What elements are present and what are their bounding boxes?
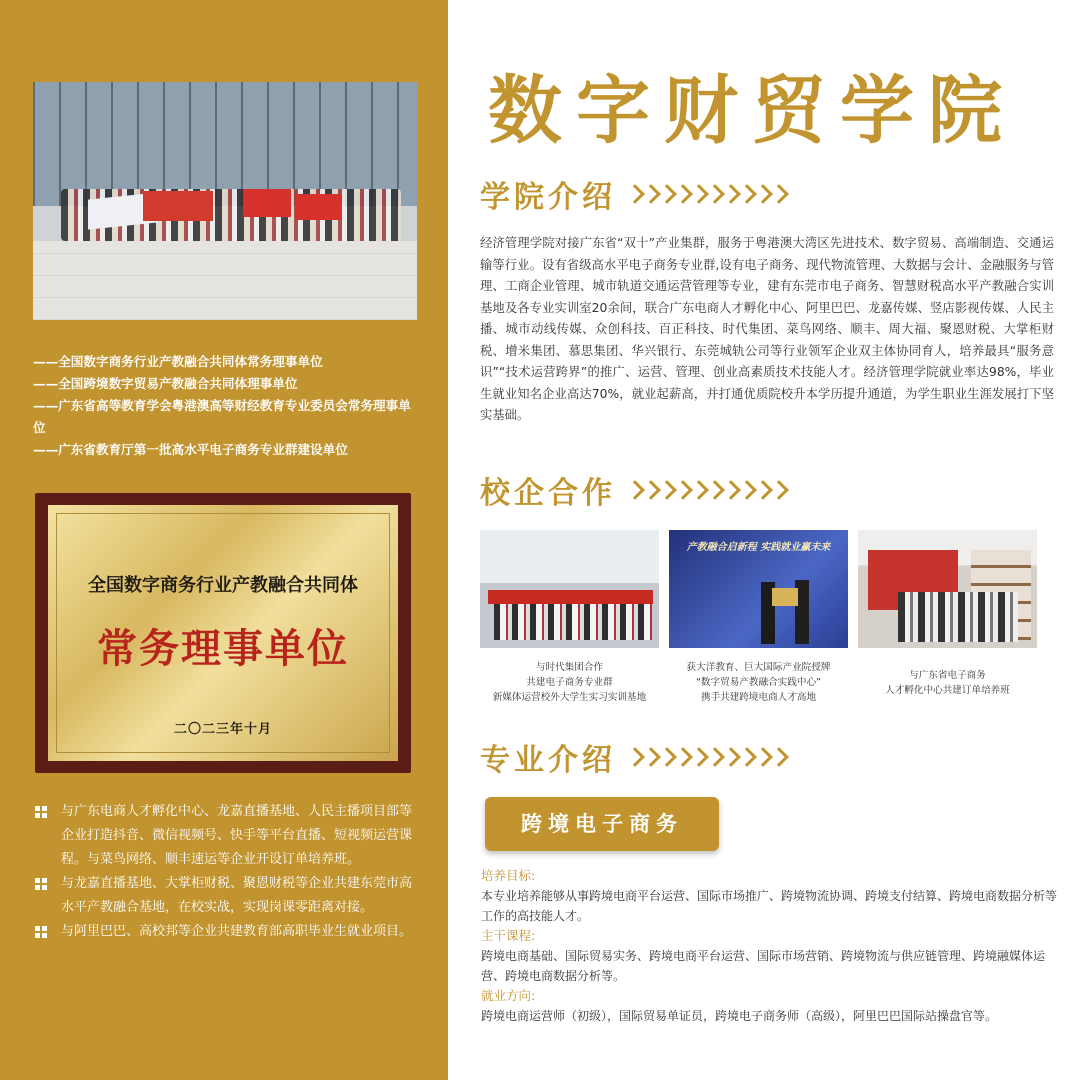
page-title: 数字财贸学院 bbox=[488, 68, 1016, 154]
goal-label: 培养目标: bbox=[481, 868, 536, 883]
bullet-item: 与龙嘉直播基地、大掌柜财税、聚恩财税等企业共建东莞市高水平产教融合基地，在校实战，实现岗课零距离对接。 bbox=[33, 872, 415, 920]
coop-photo-2: 产教融合启新程 实践就业赢未来 bbox=[669, 530, 848, 648]
college-intro-text: 经济管理学院对接广东省“双十”产业集群，服务于粤港澳大湾区先进技术、数字贸易、高端制造、交通运输等行业。设有省级高水平电子商务专业群,设有电子商务、现代物流管理、大数据与会计、金融服务与管理、工商企业管理、城市轨道交通运营管理等专业，建有东莞市电子商务、智慧财税高水平产教融合实训基地及各专业实训室20余间，联合广东电商人才孵化中心、阿里巴巴、龙嘉传媒、竖店影视传媒、人民主播、城市动线传媒、众创科技、百正科技、时代集团、菜鸟网络、顺丰、周大福、聚恩财税、大掌柜财税、增米集团、慕思集团、华兴银行、东莞城轨公司等行业领军企业双主体协同育人，培养最具“服务意识”“技术运营跨界”的推广、运营、管理、创业高素质技术技能人才。经济管理学院就业率达98%，毕业生就业知名企业高达70%，就业起薪高，并打通优质院校升本学历提升通道，为学生职业生涯发展打下坚实基础。 bbox=[480, 236, 1054, 422]
right-panel bbox=[448, 0, 1080, 1080]
chevron-arrows-icon bbox=[628, 187, 788, 201]
section-title: 校企合作 bbox=[480, 476, 616, 511]
course-label: 主干课程: bbox=[481, 928, 536, 943]
coop-caption-2: 获大洋教育、巨大国际产业院授牌 “数字贸易产教融合实践中心” 携手共建跨境电商人才高地 bbox=[686, 662, 831, 703]
plaque-date: 二〇二三年十月 bbox=[173, 722, 272, 737]
honor-item: ——全国跨境数字贸易产教融合共同体理事单位 bbox=[33, 376, 298, 391]
course-text: 跨境电商基础、国际贸易实务、跨境电商平台运营、国际市场营销、跨境物流与供应链管理、跨境融媒体运营、跨境电商数据分析等。 bbox=[481, 949, 1046, 983]
group-photo bbox=[33, 82, 417, 320]
chevron-arrows-icon bbox=[628, 750, 788, 764]
major-name-badge: 跨境电子商务 bbox=[485, 797, 719, 851]
section-header-intro bbox=[480, 172, 788, 216]
career-text: 跨境电商运营师（初级），国际贸易单证员，跨境电子商务师（高级），阿里巴巴国际站操盘官等。 bbox=[481, 1009, 998, 1023]
career-label: 就业方向: bbox=[481, 988, 536, 1003]
plaque-title: 全国数字商务行业产教融合共同体 bbox=[88, 575, 358, 596]
chevron-arrows-icon bbox=[628, 483, 788, 497]
left-panel bbox=[0, 0, 448, 1080]
coop-photo-3 bbox=[858, 530, 1037, 648]
bullet-item: 与阿里巴巴、高校邦等企业共建教育部高职毕业生就业项目。 bbox=[33, 920, 415, 944]
coop-caption-1: 与时代集团合作 共建电子商务专业群 新媒体运营校外大学生实习实训基地 bbox=[492, 662, 647, 703]
coop-photo-1 bbox=[480, 530, 659, 648]
grid-bullet-icon bbox=[35, 806, 47, 818]
section-title: 专业介绍 bbox=[480, 743, 616, 778]
honor-item: ——广东省教育厅第一批高水平电子商务专业群建设单位 bbox=[33, 442, 348, 457]
partner-bullets bbox=[33, 800, 415, 944]
grid-bullet-icon bbox=[35, 926, 47, 938]
section-header-major bbox=[480, 735, 788, 779]
section-title: 学院介绍 bbox=[480, 180, 616, 215]
section-header-coop bbox=[480, 468, 788, 512]
honor-item: ——全国数字商务行业产教融合共同体常务理事单位 bbox=[33, 354, 323, 369]
honors-list bbox=[33, 351, 413, 461]
coop-caption-3: 与广东省电子商务 人才孵化中心共建订单培养班 bbox=[885, 670, 1010, 696]
bullet-item: 与广东电商人才孵化中心、龙嘉直播基地、人民主播项目部等企业打造抖音、微信视频号、快手等平台直播、短视频运营课程。与菜鸟网络、顺丰速运等企业开设订单培养班。 bbox=[33, 800, 415, 872]
honor-item: ——广东省高等教育学会粤港澳高等财经教育专业委员会常务理事单位 bbox=[33, 398, 411, 435]
plaque-heading: 常务理事单位 bbox=[97, 625, 349, 672]
grid-bullet-icon bbox=[35, 878, 47, 890]
goal-text: 本专业培养能够从事跨境电商平台运营、国际市场推广、跨境物流协调、跨境支付结算、跨境电商数据分析等工作的高技能人才。 bbox=[481, 889, 1058, 923]
award-plaque bbox=[35, 493, 411, 773]
